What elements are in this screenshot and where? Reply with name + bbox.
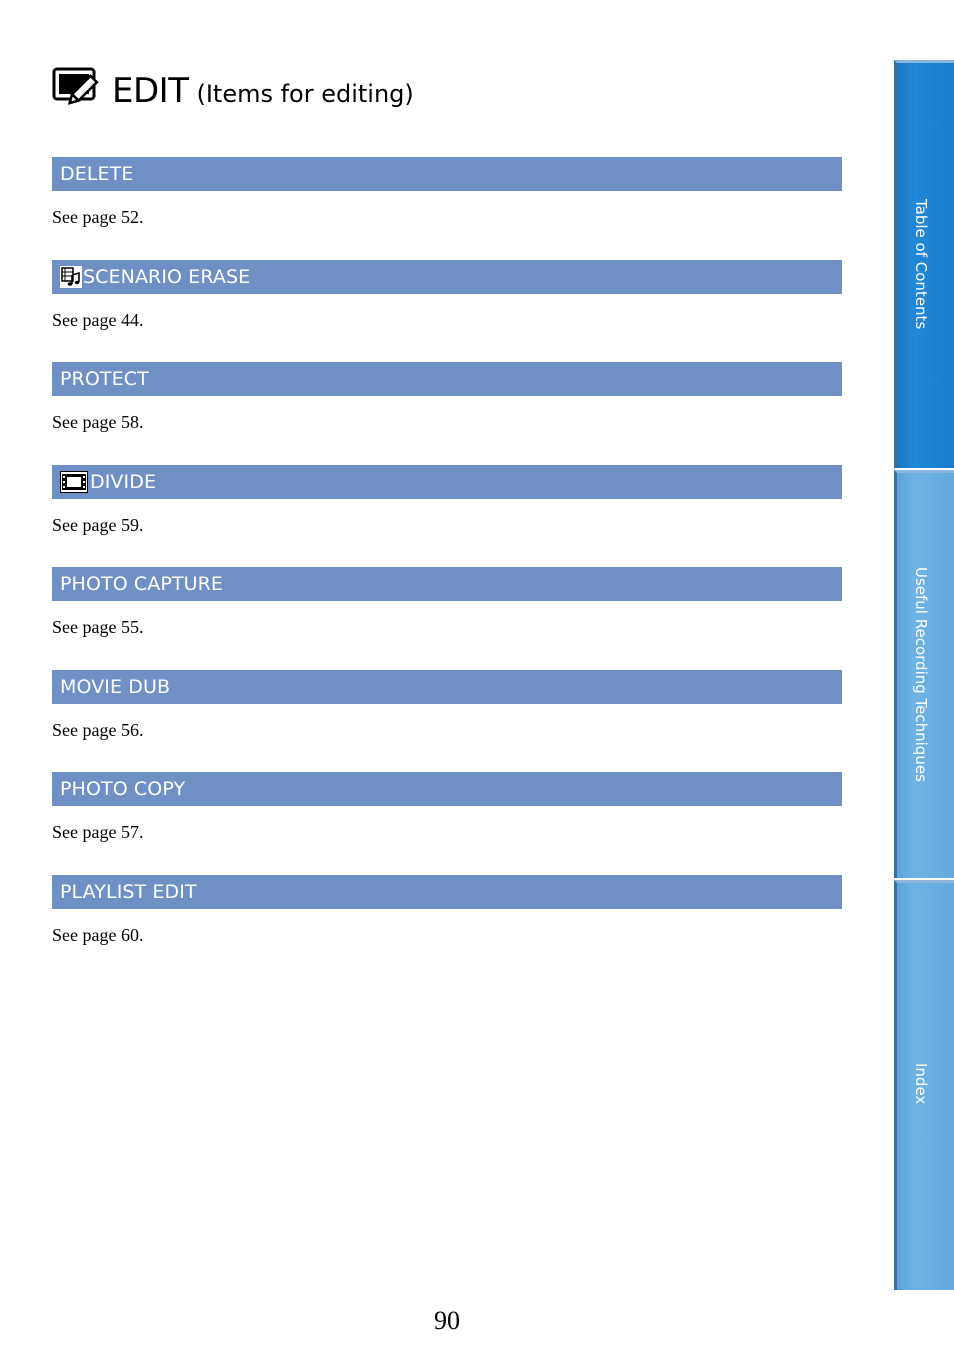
side-navigation [894,60,954,1290]
section-header-delete [52,157,842,191]
page-number: 90 [434,1306,460,1335]
tab-label: Index [912,1063,930,1105]
section-header-divide [52,465,842,499]
section-text-protect: See page 58. [52,412,144,432]
section-header-protect [52,362,842,396]
edit-icon [52,66,104,108]
page-title: EDIT [112,71,189,111]
section-text-delete: See page 52. [52,207,144,227]
section-text-movie-dub: See page 56. [52,720,144,740]
section-header-scenario-erase [52,260,842,294]
section-label: DIVIDE [90,471,157,493]
section-label: PHOTO COPY [60,778,186,800]
section-label: PLAYLIST EDIT [60,881,197,903]
section-text-photo-capture: See page 55. [52,617,144,637]
section-text-photo-copy: See page 57. [52,822,144,842]
tab-label: Useful Recording Techniques [912,567,930,782]
section-label: SCENARIO ERASE [83,266,251,288]
section-label: PROTECT [60,368,149,390]
section-label: DELETE [60,163,134,185]
tab-useful-recording-techniques[interactable] [894,470,954,878]
section-label: MOVIE DUB [60,676,171,698]
section-label: PHOTO CAPTURE [60,573,224,595]
section-text-scenario-erase: See page 44. [52,310,144,330]
section-header-photo-copy [52,772,842,806]
tab-index[interactable] [894,880,954,1290]
page-header [52,58,414,111]
scenario-icon [60,266,82,288]
section-header-movie-dub [52,670,842,704]
tab-table-of-contents[interactable] [894,60,954,468]
section-text-playlist-edit: See page 60. [52,925,144,945]
section-header-playlist-edit [52,875,842,909]
page-subtitle: (Items for editing) [196,80,414,108]
tab-label: Table of Contents [912,199,930,330]
section-header-photo-capture [52,567,842,601]
section-text-divide: See page 59. [52,515,144,535]
film-icon [60,471,88,493]
